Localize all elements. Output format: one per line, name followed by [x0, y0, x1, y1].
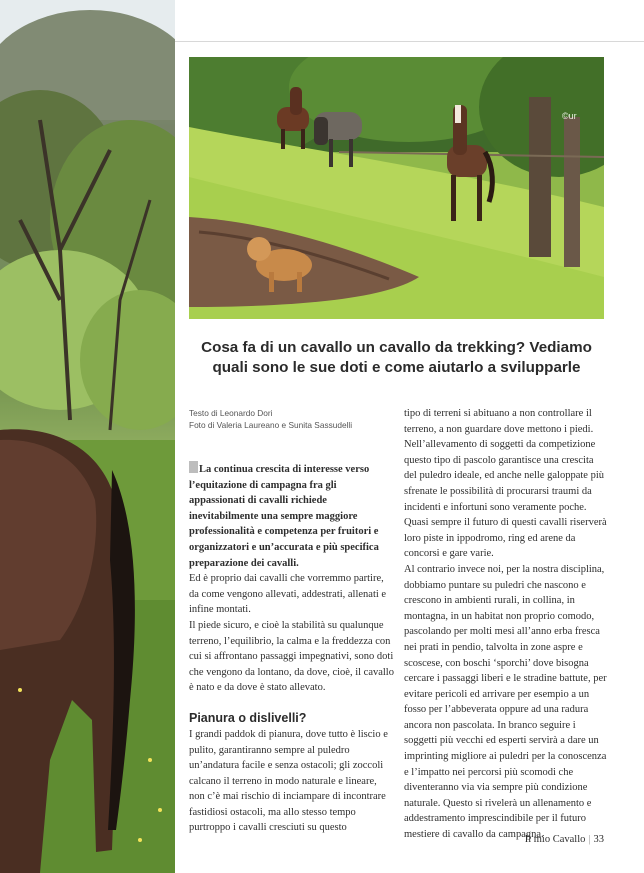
headline-line-2: quali sono le sue doti e come aiutarlo a svilupparle [212, 359, 581, 376]
magazine-name: Il mio Cavallo [524, 834, 586, 845]
page-footer [525, 834, 604, 845]
paragraph-1: Ed è proprio dai cavalli che vorremmo partire, da come vengono allevati, addestrati, allenati e infine montati. [189, 573, 387, 616]
text-column-left [189, 407, 394, 836]
footer-separator: | [588, 834, 591, 845]
subheading: Pianura o dislivelli? [189, 710, 307, 725]
text-column-right [404, 406, 608, 843]
credit-photo: Foto di Valeria Laureano e Sunita Sassudelli [189, 420, 353, 430]
photo-watermark: ©ur [562, 111, 577, 121]
lead-paragraph [189, 461, 394, 571]
top-rule [175, 41, 644, 42]
left-horse-photo [0, 0, 175, 873]
paragraph-3: I grandi paddok di pianura, dove tutto è liscio e pulito, garantiranno sempre al puledro un’andatura facile e senza ostacoli; gli zoccoli calcano il terreno in modo naturale e lineare, non c’è mai rischio di inciampare di incontrare fastidiosi ostacoli, ma allo stesso tempo purtroppo i cavalli cresciuti su questo [189, 728, 388, 834]
drop-cap-marker [189, 461, 198, 473]
article-headline [189, 338, 604, 378]
horses-hillside-photo [189, 57, 604, 319]
horse-rear-illustration [0, 0, 175, 873]
headline-line-1: Cosa fa di un cavallo un cavallo da trekking? Vediamo [201, 339, 592, 356]
credit-text: Testo di Leonardo Dori [189, 408, 273, 418]
page-number: 33 [593, 834, 604, 845]
lead-text: La continua crescita di interesse verso l’equitazione di campagna fra gli appassionati di cavalli richiede inevitabilmente una sempre maggiore professionalità e competenza per fruitori e organizzatori e un’accurata e più specifica preparazione dei cavalli. [189, 464, 379, 569]
paragraph-4: tipo di terreni si abituano a non controllare il terreno, a non guardare dove mettono i piedi. Nell’allevamento di soggetti da competizione questo tipo di pascolo garantisce una crescita del puledro ideale, ed anche nelle galoppate più sfrenate le possibilità di procurarsi traumi da incidenti e infortuni sono veramente poche. Quasi sempre il futuro di questi cavalli riserverà loro piste in ippodromo, ring ed arene da concorsi e gare varie. [404, 408, 607, 560]
horses-hillside-illustration [189, 57, 604, 319]
paragraph-2: Il piede sicuro, e cioè la stabilità su qualunque terreno, l’equilibrio, la calma e la freddezza con cui si affrontano passaggi impegnativi, sono doti che vengono da lontano, da dove, cioè, il cavallo è nato e da dove è stato allevato. [189, 619, 394, 694]
paragraph-5: Al contrario invece noi, per la nostra disciplina, dobbiamo puntare su puledri che nascono e crescono in ambienti rurali, in collina, in montagna, in un habitat non proprio comodo, pascolando per molti mesi all’anno erba fresca nei prati in pendio, talvolta in zone aspre e scoscese, con boschi ‘sporchi’ dove bisogna cercare i passaggi liberi e le stradine battute, per evitare pericoli ed arrivare per esempio a un fosso per l’abbeverata oppure ad una radura ancora non pascolata. In branco seguire i soggetti più vecchi ed esperti servirà a dare un imprinting migliore ai puledri per la conoscenza e l’impatto nei percorsi più scomodi che diventeranno via via sempre più condizione naturale. Questo si rivelerà un allenamento e addestramento imprescindibile per il futuro mestiere di cavallo da campagna. [404, 563, 607, 841]
